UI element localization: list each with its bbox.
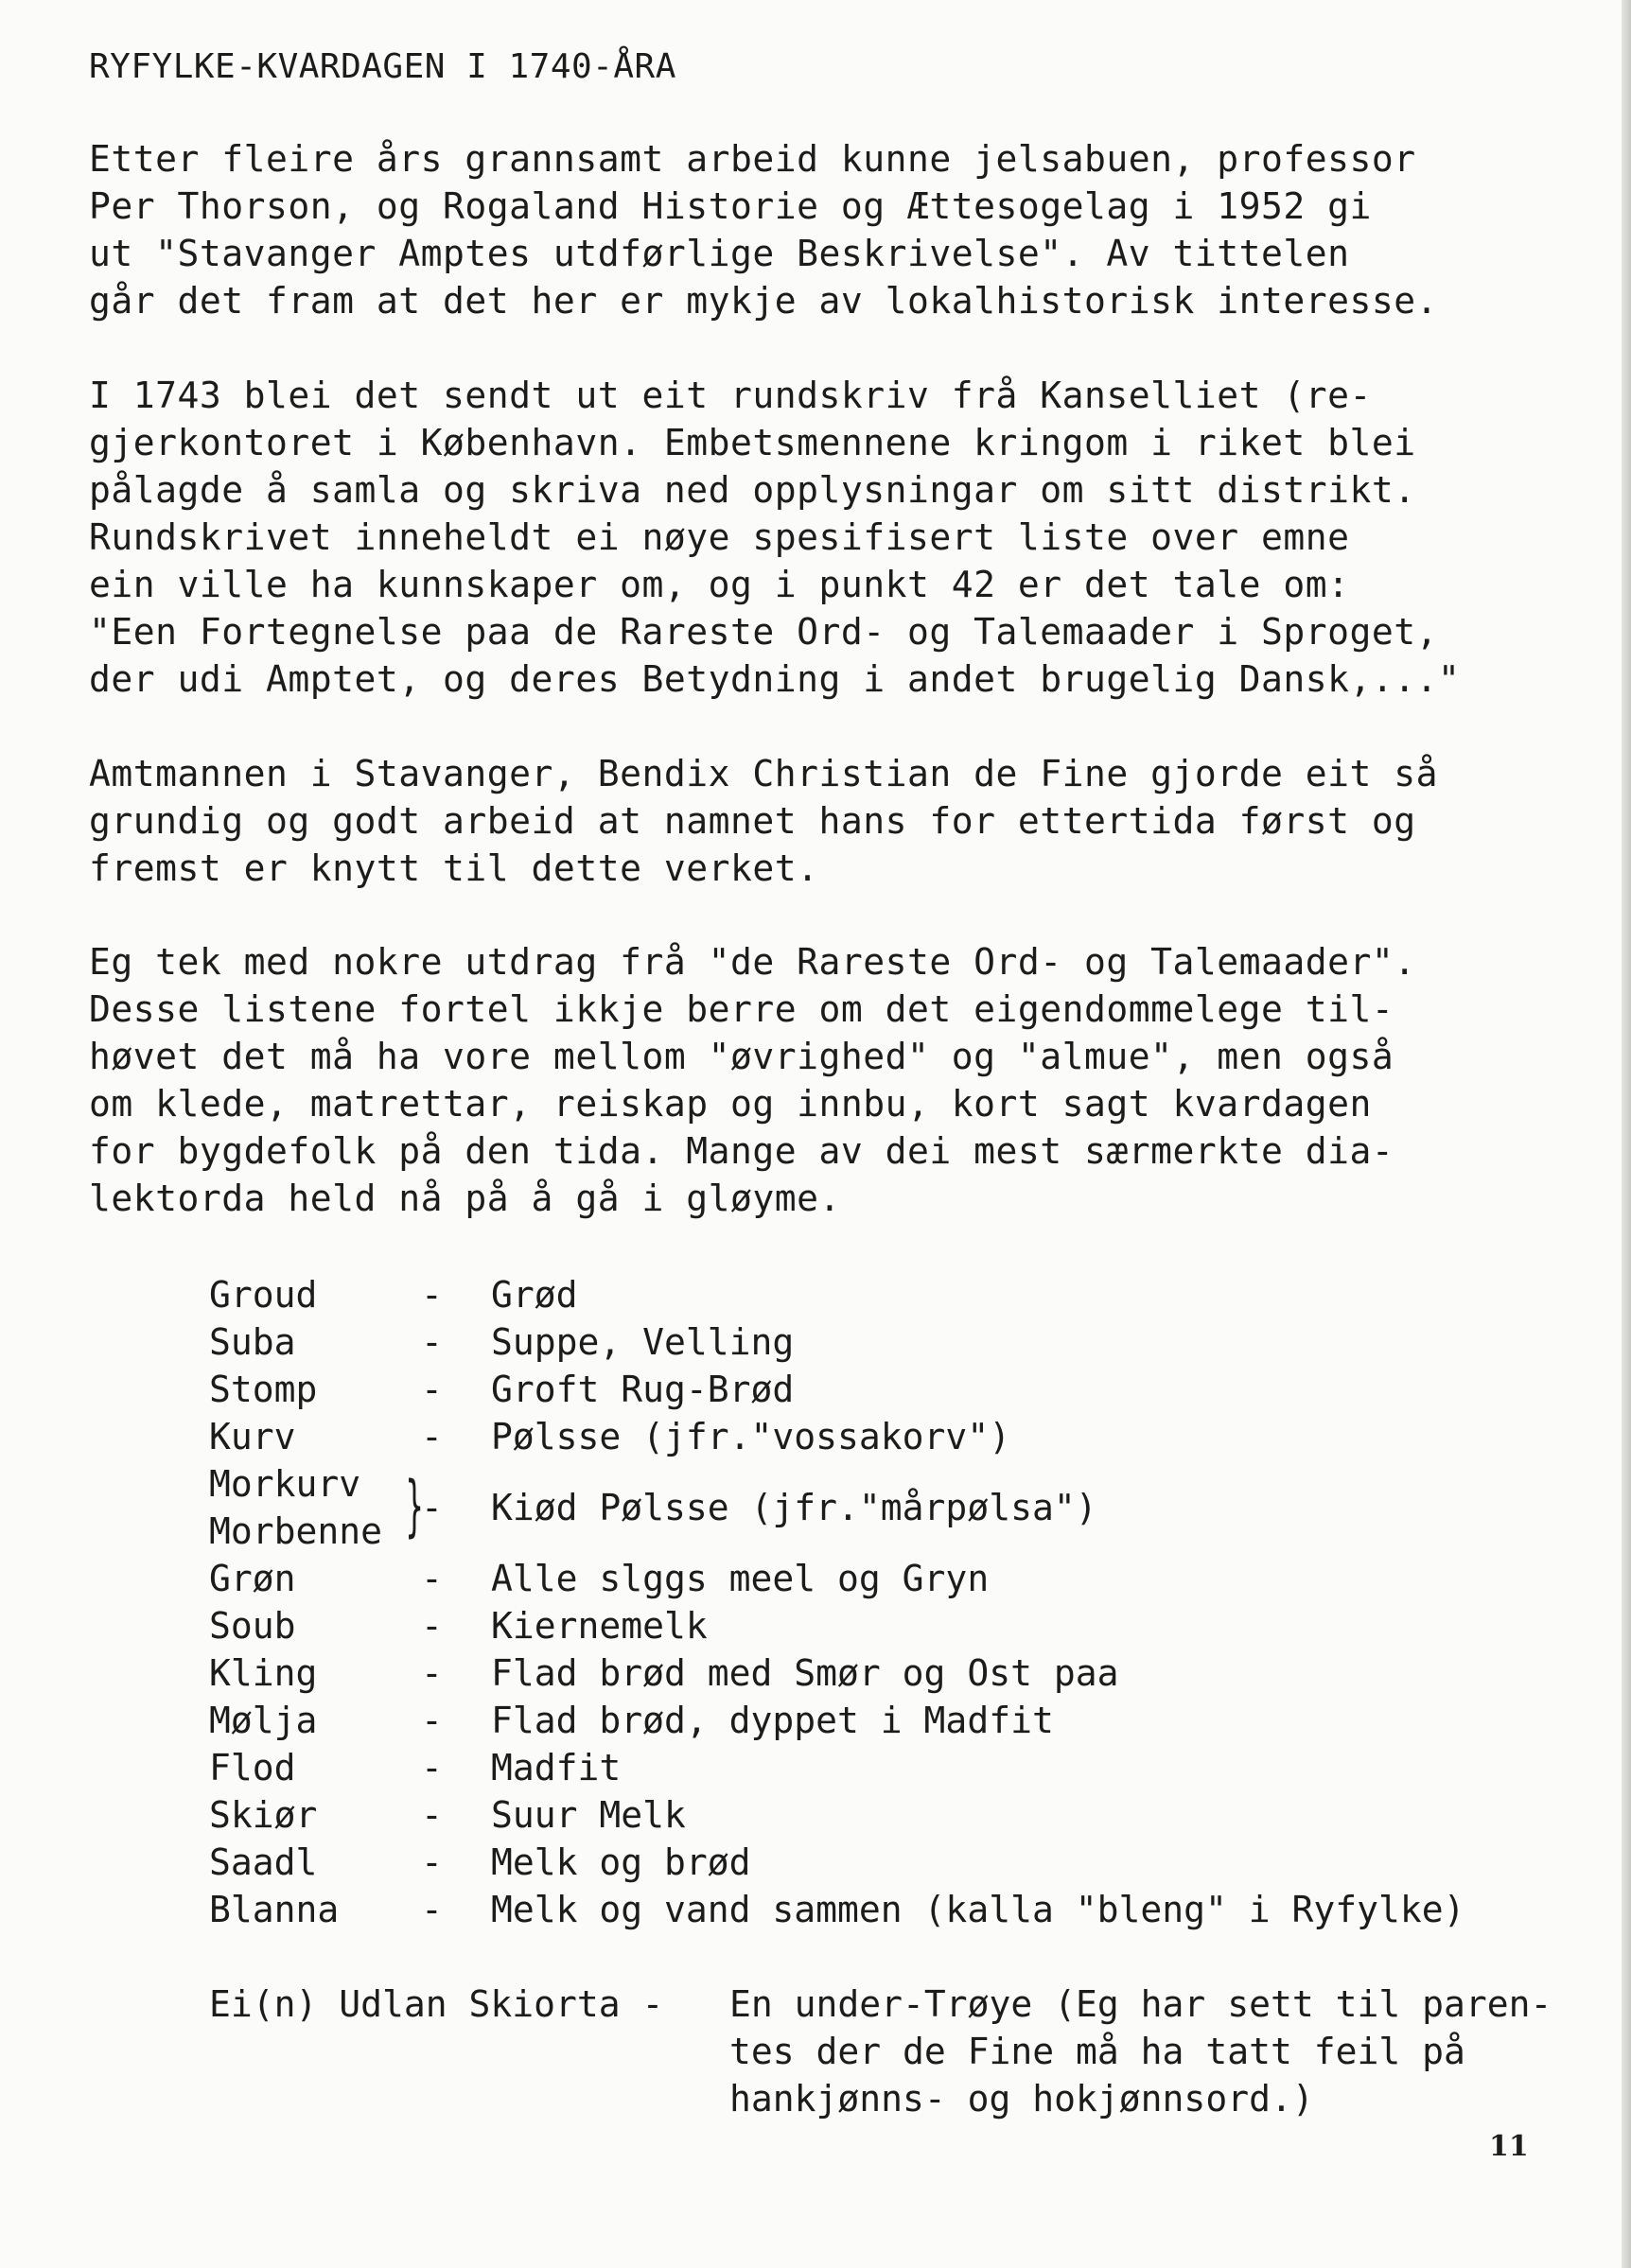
glossary-dash: - [421,1487,443,1528]
glossary-term: Stomp [209,1369,318,1410]
paragraph-3: Amtmannen i Stavanger, Bendix Christian de Fine gjorde eit så grundig og godt arbeid at namnet hans for ettertida først og fremst er knytt til dette verket. [89,753,1439,889]
page-title: RYFYLKE-KVARDAGEN I 1740-ÅRA [89,47,676,86]
curly-brace-icon: } [405,1467,424,1544]
glossary-dash: - [421,1274,443,1316]
page-number: 11 [1489,2130,1529,2163]
glossary-dash: - [421,1369,443,1410]
glossary-definition: Madfit [491,1747,622,1788]
glossary-definition: Suppe, Velling [491,1321,795,1363]
glossary-term: Skiør [209,1794,318,1836]
glossary-definition: Pølsse (jfr."vossakorv") [491,1416,1011,1457]
glossary-definition: Flad brød, dyppet i Madfit [491,1700,1054,1741]
page-binding-edge [1622,0,1631,2268]
glossary-dash: - [421,1652,443,1694]
glossary-dash: - [421,1416,443,1457]
glossary-term: Kurv [209,1416,296,1457]
glossary-term: Groud [209,1274,318,1316]
paragraph-1: Etter fleire års grannsamt arbeid kunne jelsabuen, professor Per Thorson, og Rogaland Historie og Ættesogelag i 1952 gi ut "Stavanger Amptes utdførlige Beskrivelse". Av tittelen går det fram at det her er mykje av lokalhistorisk interesse. [89,138,1439,322]
glossary-dash: - [421,1321,443,1363]
glossary-definition: Groft Rug-Brød [491,1369,795,1410]
glossary-dash: - [421,1794,443,1836]
glossary-definition: Kiernemelk [491,1605,708,1647]
glossary-term: Mølja [209,1700,318,1741]
glossary-term: Saadl [209,1841,318,1883]
glossary-term: Morkurv [209,1463,361,1505]
paragraph-4: Eg tek med nokre utdrag frå "de Rareste Ord- og Talemaader". Desse listene fortel ikkje berre om det eigendommelege til- høvet det må ha vore mellom "øvrighed" og "almue", men også om klede, matrettar, reiskap og innbu, kort sagt kvardagen for bygdefolk på den tida. Mange av dei mest særmerkte dia- lektorda held nå på å gå i gløyme. [89,941,1416,1219]
glossary-term: Suba [209,1321,296,1363]
glossary-term: Flod [209,1747,296,1788]
glossary-definition: Melk og vand sammen (kalla "bleng" i Ryfylke) [491,1889,1465,1930]
glossary-dash: - [421,1558,443,1599]
glossary-dash: - [421,1841,443,1883]
glossary-definition: Grød [491,1274,578,1316]
glossary-term: Blanna [209,1889,340,1930]
glossary-dash: - [421,1889,443,1930]
glossary-definition: Flad brød med Smør og Ost paa [491,1652,1119,1694]
glossary-definition: Suur Melk [491,1794,686,1836]
glossary-term-secondary: Morbenne [209,1510,383,1552]
paragraph-2: I 1743 blei det sendt ut eit rundskriv frå Kanselliet (re- gjerkontoret i København. Embetsmennene kringom i riket blei pålagde å samla og skriva ned opplysningar om sitt distrikt. Rundskrivet inneheldt ei nøye spesifisert liste over emne ein ville ha kunnskaper om, og i punkt 42 er det tale om: "Een Fortegnelse paa de Rareste Ord- og Talemaader i Sproget, der udi Amptet, og deres Betydning i andet brugelig Dansk,..." [89,375,1461,700]
glossary-term: Grøn [209,1558,296,1599]
glossary-term: Soub [209,1605,296,1647]
glossary-dash: - [421,1747,443,1788]
glossary-definition: En under-Trøye (Eg har sett til paren- tes der de Fine må ha tatt feil på hankjønns- og hokjønnsord.) [729,1983,1552,2120]
glossary-definition: Melk og brød [491,1841,751,1883]
glossary-term: Kling [209,1652,318,1694]
glossary-dash: - [421,1605,443,1647]
glossary-definition: Kiød Pølsse (jfr."mårpølsa") [491,1487,1097,1528]
glossary-dash: - [421,1700,443,1741]
glossary-term: Ei(n) Udlan Skiorta - [209,1983,664,2025]
glossary-definition: Alle slggs meel og Gryn [491,1558,990,1599]
